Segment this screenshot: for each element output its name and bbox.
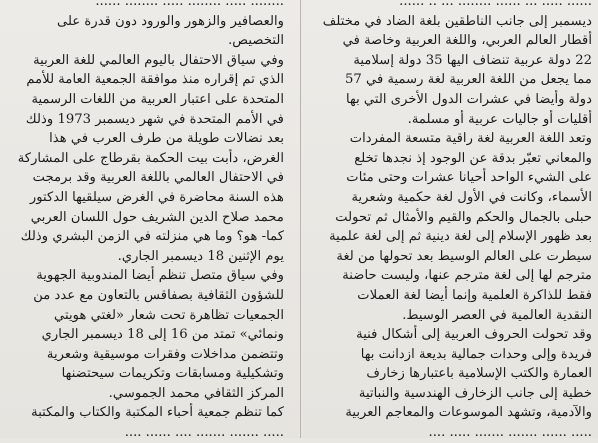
text-line: على الشيء الواحد أحيانا عشرات وحتى مئات: [346, 170, 592, 186]
text-line: والآدمية، وتشهد الموسوعات والمعاجم العربية: [345, 405, 592, 421]
article-column-left: [12, 0, 284, 443]
text-line: الغرض، دأبت بيت الحكمة بقرطاج على المشاركة: [17, 150, 284, 166]
text-line: بعد نضالات طويلة من طرف العرب في هذا: [49, 131, 284, 147]
text-line: ونمائي» تمتد من 16 إلى 18 ديسمبر الجاري: [41, 327, 284, 343]
text-line: ..... ....... ....... .... ...... ....: [124, 425, 284, 441]
text-line: ...... ..... ... ...... ........ ... .. ......: [399, 0, 592, 9]
text-line: سيطرت على العالم الوسيط بعد تحولها من لغة: [336, 248, 592, 264]
text-line: وفي سياق متصل تنظم أيضا المندوبية الجهوية: [36, 268, 284, 284]
article-column-right: [306, 0, 592, 443]
text-line: والعصافير والزهور والورود دون قدرة على: [57, 13, 284, 29]
text-line: التخصيص.: [228, 33, 284, 49]
text-line: دولة وأيضا في عشرات الدول الأخرى التي بها: [345, 91, 592, 107]
text-line: العمارة والكتب الإسلامية باعتبارها زخارف: [366, 366, 592, 382]
text-line: للشؤون الثقافية بصفاقس بالتعاون مع عدد من: [33, 287, 284, 303]
text-line: خطية إلى جانب الزخارف الهندسية والنباتية: [358, 385, 592, 401]
text-line: الأسماء، وكانت في الأول لغة حكمية وشعرية: [351, 189, 592, 205]
column-divider: [300, 0, 301, 438]
text-line: ديسمبر إلى جانب الناطقين بلغة الضاد في مختلف: [322, 13, 592, 29]
text-line: كما تنظم جمعية أحباء المكتبة والكتاب والمكتبة: [31, 405, 284, 421]
text-line: هذه السنة محاضرة في الغرض سيلقيها الدكتور: [29, 189, 284, 205]
text-line: فقط للذاكرة العلمية وإنما أيضا لغة العملات: [357, 287, 592, 303]
text-line: وفي سياق الاحتفال باليوم العالمي للغة العربية: [33, 52, 284, 68]
text-line: حبلى بالجمال والحكم والقيم والأمثال ثم تحولت: [335, 209, 592, 225]
text-line: كما- هو؟ وما هي منزلته في الزمن البشري وذلك: [20, 229, 284, 245]
text-line: أقليات أو جاليات عربية أو مسلمة.: [407, 111, 592, 127]
text-line: الذي تم إقراره منذ موافقة الجمعية العامة للأمم: [26, 72, 284, 88]
text-line: المركز الثقافي محمد الجموسي.: [108, 385, 284, 401]
text-line: فريدة وإلى وحدات جمالية بديعة ازدانت بها: [360, 346, 592, 362]
text-line: الجمعيات تظاهرة تحت شعار «لغتي هويتي: [54, 307, 284, 323]
text-line: بعد ظهور الإسلام إلى لغة دينية ثم إلى لغة علمية: [329, 229, 592, 245]
text-line: أقطار العالم العربي، واللغة العربية وخاصة في: [342, 33, 592, 49]
text-line: النقدية العالمية في العصر الوسيط.: [402, 307, 592, 323]
text-line: 22 دولة عربية تنضاف اليها 35 دولة إسلامية: [353, 52, 592, 68]
text-line: في الأمم المتحدة في شهر ديسمبر 1973 وذلك: [25, 111, 284, 127]
text-line: وقد تحولت الحروف العربية إلى أشكال فنية: [356, 327, 592, 343]
text-line: وتتضمن مداخلات وفقرات موسيقية وشعرية: [46, 346, 284, 362]
text-line: ........ ..... ........ ..... ........ ......: [95, 0, 284, 9]
text-line: المتحدة على اعتبار العربية من اللغات الرسمية: [31, 91, 284, 107]
text-line: وتعد اللغة العربية لغة راقية متسعة المفردات: [349, 131, 592, 147]
text-line: محمد صلاح الدين الشريف حول اللسان العربي: [30, 209, 284, 225]
text-line: والمعاني تعبّر بدقة عن الوجود إذ نجدها تخلع: [354, 150, 592, 166]
text-line: وتشكيلية ومسابقات وتكريمات سيحتضنها: [61, 366, 284, 382]
text-line: مترجم لها إلى لغة مترجم عنها، وليست حاضنة: [342, 268, 592, 284]
text-line: في الاحتفال العالمي باللغة العربية وقد برمجت: [32, 170, 284, 186]
text-line: ..... ...... ....... ....... ..... ....: [428, 425, 592, 441]
text-line: يوم الإثنين 18 ديسمبر الجاري.: [117, 248, 284, 264]
text-line: مما يجعل من اللغة العربية لغة رسمية في 57: [344, 72, 592, 88]
